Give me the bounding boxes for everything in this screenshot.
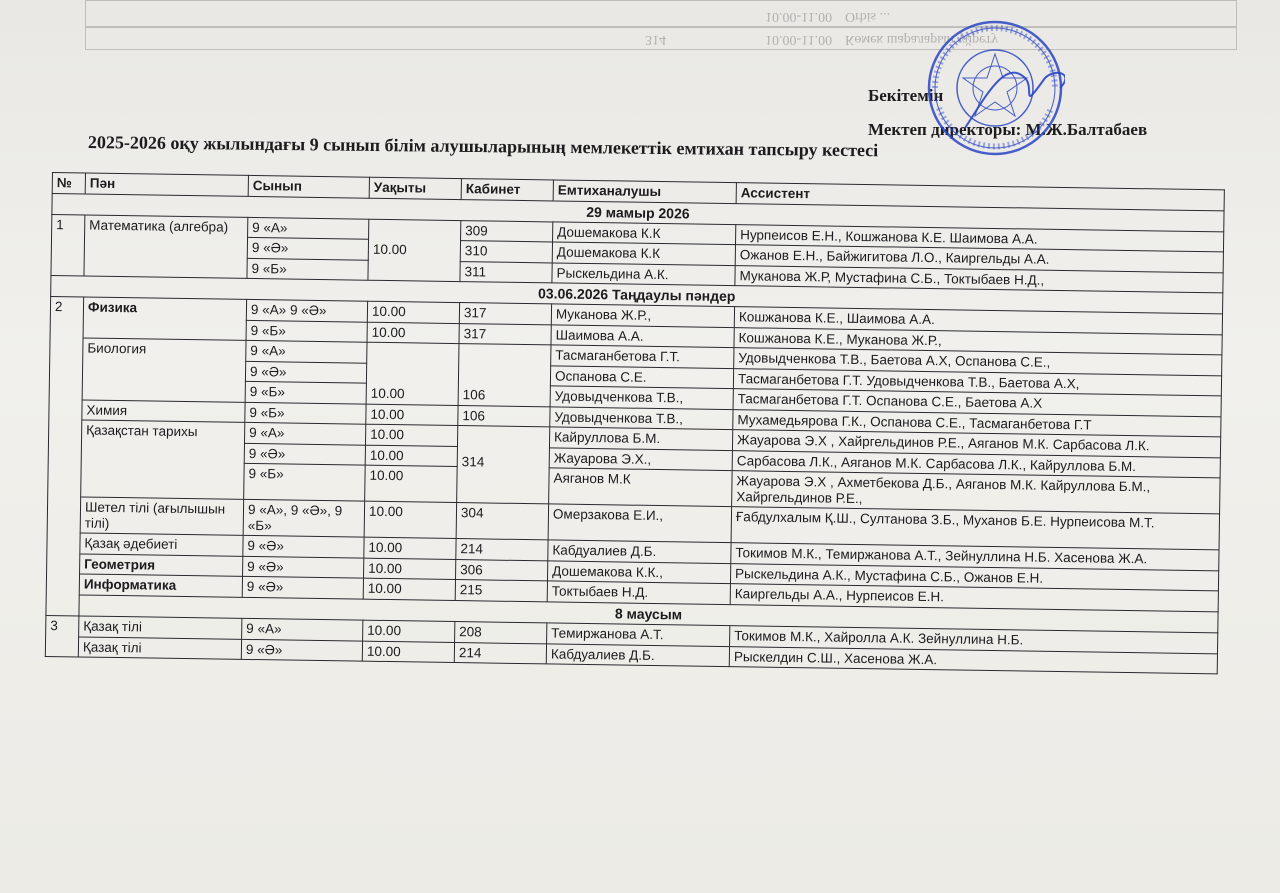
assistant-cell: Кошжанова К.Е., Муканова Ж.Р., — [734, 327, 1222, 355]
page-title: 2025-2026 оқу жылындағы 9 сынып білім алушыларының мемлекеттік емтихан тапсыру кестесі — [87, 132, 879, 161]
assistant-cell: Тасмаганбетова Г.Т. Удовыдченкова Т.В., Баетова А.Х, — [733, 368, 1221, 396]
time-cell: 10.00 — [368, 219, 461, 282]
examiner-cell: Дошемакова К.К., — [547, 561, 730, 584]
examiner-cell: Жауарова Э.Х., — [549, 448, 732, 471]
time-cell: 10.00 — [364, 502, 457, 539]
room-cell: 306 — [455, 559, 547, 581]
class-cell: 9 «А» — [244, 423, 365, 445]
assistant-cell: Кошжанова К.Е., Шаимова А.А. — [734, 307, 1222, 335]
section-date-1: 29 мамыр 2026 — [52, 193, 1224, 231]
row-num: 2 — [46, 297, 84, 616]
class-cell: 9 «А» — [242, 618, 363, 640]
examiner-cell: Омерзакова Е.И., — [548, 504, 732, 543]
assistant-cell: Рыскелдин С.Ш., Хасенова Ж.А. — [729, 646, 1217, 674]
subject-cell: Геометрия — [80, 554, 243, 577]
examiner-cell: Муканова Ж.Р., — [551, 304, 734, 327]
examiner-cell: Аяганов М.К — [549, 468, 733, 507]
subject-cell: Математика (алгебра) — [84, 215, 248, 279]
room-cell: 311 — [460, 261, 552, 283]
class-cell: 9 «Б» — [245, 382, 366, 404]
time-cell: 10.00 — [364, 538, 456, 560]
subject-cell: Информатика — [79, 574, 242, 597]
assistant-cell: Удовыдченкова Т.В., Баетова А.Х, Оспанова С.Е., — [734, 348, 1222, 376]
time-cell: 10.00 — [362, 641, 454, 663]
class-cell: 9 «Ә» — [247, 238, 368, 260]
official-stamp — [925, 18, 1065, 158]
subject-cell: Қазақ тілі — [79, 616, 242, 639]
time-cell: 10.00 — [366, 404, 458, 426]
examiner-cell: Шаимова А.А. — [551, 325, 734, 348]
assistant-cell: Тасмаганбетова Г.Т. Оспанова С.Е., Баетова А.Х — [733, 389, 1221, 417]
examiner-cell: Тасмаганбетова Г.Т. — [551, 345, 734, 368]
room-cell: 304 — [456, 503, 549, 540]
class-cell: 9 «Б» — [244, 464, 366, 502]
room-cell: 208 — [455, 622, 547, 644]
class-cell: 9 «Ә» — [242, 577, 363, 599]
examiner-cell: Оспанова С.Е. — [550, 366, 733, 389]
assistant-cell: Мухамедьярова Г.К., Оспанова С.Е., Тасмаганбетова Г.Т — [733, 409, 1221, 437]
class-cell: 9 «А» — [246, 341, 367, 363]
class-cell: 9 «Б» — [246, 320, 367, 342]
examiner-cell: Удовыдченкова Т.В., — [550, 407, 733, 430]
room-cell: 214 — [454, 642, 546, 664]
assistant-cell: Рыскельдина А.К., Мустафина С.Б., Ожанов Е.Н. — [730, 564, 1218, 592]
room-cell: 310 — [460, 241, 552, 263]
header-examiner: Емтиханалушы — [553, 180, 736, 203]
bleed-cell-1: Orbis ... — [845, 9, 891, 24]
examiner-cell: Кабдуалиев Д.Б. — [548, 540, 731, 563]
class-cell: 9 «Б» — [245, 402, 366, 424]
assistant-cell: Ғабдулхалым Қ.Ш., Султанова З.Б., Муханов Б.Е. Нурпеисова М.Т. — [731, 507, 1219, 550]
room-cell: 314 — [457, 426, 550, 504]
subject-cell: Физика — [83, 297, 247, 340]
assistant-cell: Ожанов Е.Н., Байжигитова Л.О., Каиргельды А.А. — [735, 245, 1223, 273]
room-cell: 215 — [455, 580, 547, 602]
class-cell: 9 «Ә» — [245, 361, 366, 383]
examiner-cell: Дошемакова К.К — [552, 242, 735, 265]
row-num: 3 — [45, 616, 79, 658]
header-assistant: Ассистент — [736, 183, 1224, 211]
header-room: Кабинет — [461, 179, 553, 201]
time-cell: 10.00 — [365, 466, 458, 503]
time-cell: 10.00 — [365, 445, 457, 467]
row-num: 1 — [51, 214, 85, 276]
assistant-cell: Жауарова Э.Х , Ахметбекова Д.Б., Аяганов М.К. Кайруллова Б.М., Хайргельдинов Р.Е., — [732, 471, 1220, 514]
approval-line-1: Бекітемін — [868, 86, 944, 105]
assistant-cell: Каиргельды А.А., Нурпеисов Е.Н. — [730, 584, 1218, 612]
class-cell: 9 «А» 9 «Ә» — [246, 300, 367, 322]
class-cell: 9 «Ә» — [241, 639, 362, 661]
examiner-cell: Удовыдченкова Т.В., — [550, 386, 733, 409]
bleed-room-2: 314 — [645, 32, 666, 47]
class-cell: 9 «А» — [248, 217, 369, 239]
examiner-cell: Кайруллова Б.М. — [549, 427, 732, 450]
class-cell: 9 «А», 9 «Ә», 9 «Б» — [243, 500, 365, 538]
assistant-cell: Токимов М.К., Темиржанова А.Т., Зейнуллина Н.Б. Хасенова Ж.А. — [731, 543, 1219, 571]
examiner-cell: Темиржанова А.Т. — [547, 623, 730, 646]
time-cell: 10.00 — [366, 342, 459, 405]
class-cell: 9 «Б» — [247, 258, 368, 280]
assistant-cell: Токимов М.К., Хайролла А.К. Зейнуллина Н.Б. — [730, 626, 1218, 654]
subject-cell: Химия — [82, 400, 245, 423]
header-num: № — [52, 173, 85, 194]
header-subject: Пән — [85, 173, 248, 196]
bleed-time-2: 10.00-11.00 — [765, 32, 833, 47]
room-cell: 317 — [459, 323, 551, 345]
time-cell: 10.00 — [363, 579, 455, 601]
bleed-cell-2: Көмек шараларын үйрету — [845, 32, 999, 47]
room-cell: 317 — [459, 303, 551, 325]
examiner-cell: Рыскельдина А.К. — [552, 263, 735, 286]
subject-cell: Қазақ әдебиеті — [80, 533, 243, 556]
class-cell: 9 «Ә» — [243, 536, 364, 558]
section-date-2: 03.06.2026 Таңдаулы пәндер — [51, 276, 1223, 314]
assistant-cell: Сарбасова Л.К., Аяганов М.К. Сарбасова Л.К., Кайруллова Б.М. — [732, 450, 1220, 478]
examiner-cell: Дошемакова К.К — [553, 222, 736, 245]
class-cell: 9 «Ә» — [244, 443, 365, 465]
assistant-cell: Жауарова Э.Х , Хайргельдинов Р.Е., Аяганов М.К. Сарбасова Л.К. — [732, 430, 1220, 458]
exam-schedule-table — [45, 172, 1224, 674]
time-cell: 10.00 — [367, 301, 459, 323]
room-cell: 214 — [456, 539, 548, 561]
assistant-cell: Муканова Ж.Р, Мустафина С.Б., Токтыбаев Н.Д., — [735, 265, 1223, 293]
header-class: Сынып — [248, 175, 369, 197]
subject-cell: Шетел тілі (ағылышын тілі) — [80, 497, 244, 535]
time-cell: 10.00 — [363, 620, 455, 642]
subject-cell: Биология — [82, 338, 246, 402]
time-cell: 10.00 — [365, 425, 457, 447]
assistant-cell: Нурпеисов Е.Н., Кошжанова К.Е. Шаимова А.А. — [735, 224, 1223, 252]
class-cell: 9 «Ә» — [243, 556, 364, 578]
room-cell: 106 — [458, 344, 551, 407]
subject-cell: Қазақстан тарихы — [81, 420, 245, 499]
examiner-cell: Токтыбаев Н.Д. — [547, 581, 730, 604]
header-time: Уақыты — [369, 177, 461, 199]
time-cell: 10.00 — [367, 322, 459, 344]
time-cell: 10.00 — [364, 558, 456, 580]
bleed-time-1: 10.00-11.00 — [765, 9, 833, 24]
room-cell: 309 — [461, 220, 553, 242]
examiner-cell: Кабдуалиев Д.Б. — [546, 643, 729, 666]
room-cell: 106 — [458, 405, 550, 427]
subject-cell: Қазақ тілі — [78, 637, 241, 660]
approval-line-2: Мектеп директоры: М.Ж.Балтабаев — [868, 120, 1148, 139]
section-date-3: 8 маусым — [79, 595, 1218, 633]
